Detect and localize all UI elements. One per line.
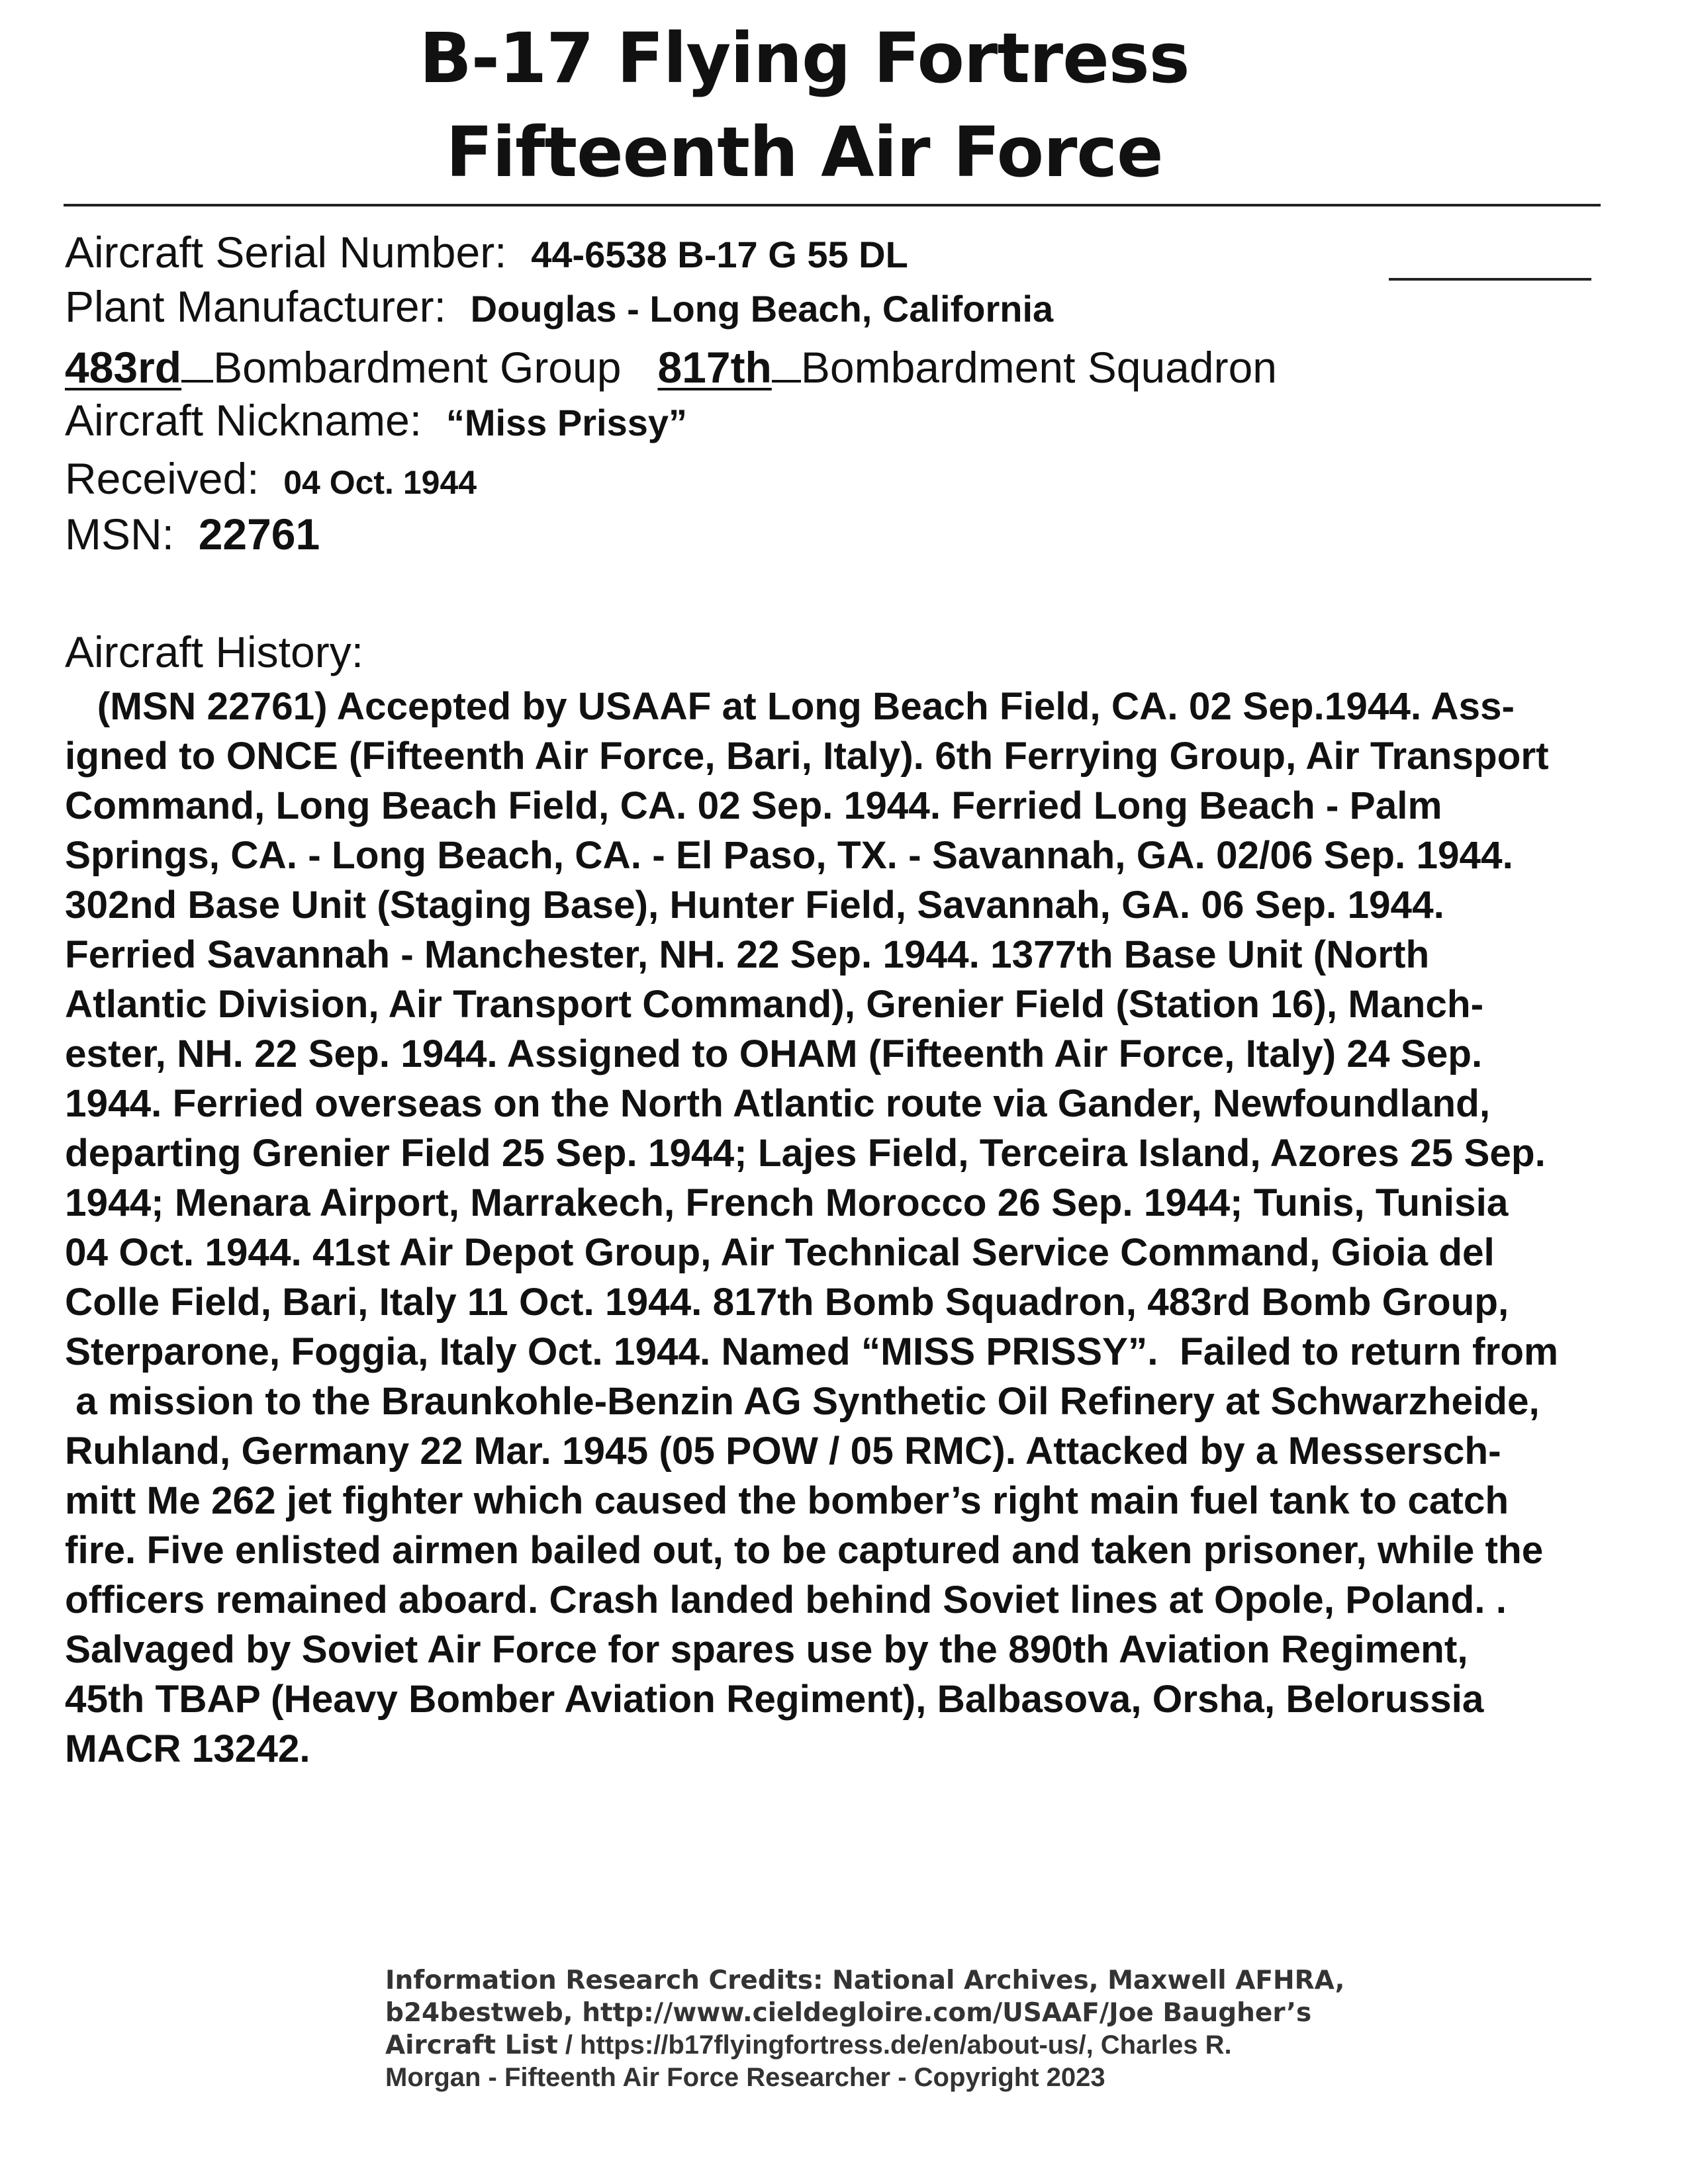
history-line: a mission to the Braunkohle-Benzin AG Synthetic Oil Refinery at Schwarzheide,: [65, 1380, 1540, 1423]
nickname-value: “Miss Prissy”: [445, 402, 688, 443]
serial-number-value: 44-6538 B-17 G 55 DL: [531, 234, 908, 275]
squadron-label: Bombardment Squadron: [800, 343, 1277, 392]
history-line: Sterparone, Foggia, Italy Oct. 1944. Named “MISS PRISSY”. Failed to return from: [65, 1330, 1559, 1373]
history-line: ester, NH. 22 Sep. 1944. Assigned to OHAM (Fifteenth Air Force, Italy) 24 Sep.: [65, 1032, 1483, 1075]
group-number: 483rd: [65, 343, 182, 392]
serial-number-label: Aircraft Serial Number:: [65, 228, 507, 277]
history-line: 1944. Ferried overseas on the North Atlantic route via Gander, Newfoundland,: [65, 1082, 1491, 1125]
squadron-number: 817th: [657, 343, 772, 392]
blank-entry-line: [1389, 278, 1591, 281]
received-value: 04 Oct. 1944: [283, 464, 477, 501]
credits-line: Morgan - Fifteenth Air Force Researcher - Copyright 2023: [385, 2063, 1105, 2092]
received-label: Received:: [65, 454, 259, 503]
squadron-underline: [772, 341, 801, 383]
history-line: Ferried Savannah - Manchester, NH. 22 Sep. 1944. 1377th Base Unit (North: [65, 933, 1430, 976]
history-line: Ruhland, Germany 22 Mar. 1945 (05 POW / 05 RMC). Attacked by a Messersch-: [65, 1430, 1501, 1473]
nickname-row: [65, 396, 688, 445]
msn-label: MSN:: [65, 510, 174, 559]
history-heading: Aircraft History:: [65, 627, 364, 676]
history-line: Salvaged by Soviet Air Force for spares use by the 890th Aviation Regiment,: [65, 1628, 1468, 1671]
manufacturer-label: Plant Manufacturer:: [65, 282, 446, 331]
unit-row: [65, 341, 1277, 392]
history-line: igned to ONCE (Fifteenth Air Force, Bari, Italy). 6th Ferrying Group, Air Transport: [65, 735, 1549, 778]
received-row: [65, 454, 477, 503]
history-line: MACR 13242.: [65, 1727, 310, 1770]
manufacturer-value: Douglas - Long Beach, California: [470, 288, 1054, 330]
credits-line: Information Research Credits: National Archives, Maxwell AFHRA,: [385, 1966, 1345, 1995]
history-text: [65, 682, 1680, 1774]
history-line: Atlantic Division, Air Transport Command), Grenier Field (Station 16), Manch-: [65, 983, 1484, 1026]
serial-number-row: [65, 228, 908, 277]
group-underline: [181, 341, 213, 383]
title-divider: [64, 204, 1601, 206]
nickname-label: Aircraft Nickname:: [65, 396, 422, 445]
credits-fragment: / https://b17flyingfortress.de/en/about-us/, Charles R.: [557, 2030, 1232, 2060]
manufacturer-row: [65, 282, 1054, 331]
history-line: departing Grenier Field 25 Sep. 1944; Lajes Field, Terceira Island, Azores 25 Sep.: [65, 1132, 1546, 1175]
history-line: Springs, CA. - Long Beach, CA. - El Paso, TX. - Savannah, GA. 02/06 Sep. 1944.: [65, 834, 1513, 877]
history-line: Colle Field, Bari, Italy 11 Oct. 1944. 817th Bomb Squadron, 483rd Bomb Group,: [65, 1281, 1509, 1324]
history-line: mitt Me 262 jet fighter which caused the bomber’s right main fuel tank to catch: [65, 1479, 1509, 1522]
credits-fragment: Aircraft List: [385, 2030, 558, 2060]
history-line: (MSN 22761) Accepted by USAAF at Long Beach Field, CA. 02 Sep.1944. Ass-: [65, 685, 1515, 728]
research-credits: [385, 1964, 1378, 2094]
msn-row: [65, 510, 320, 559]
msn-value: 22761: [198, 510, 320, 559]
group-label: Bombardment Group: [213, 343, 622, 392]
page-title-line-1: B-17 Flying Fortress: [419, 18, 1190, 99]
history-line: 45th TBAP (Heavy Bomber Aviation Regiment), Balbasova, Orsha, Belorussia: [65, 1678, 1484, 1721]
history-line: 1944; Menara Airport, Marrakech, French Morocco 26 Sep. 1944; Tunis, Tunisia: [65, 1181, 1509, 1224]
history-line: 04 Oct. 1944. 41st Air Depot Group, Air Technical Service Command, Gioia del: [65, 1231, 1495, 1274]
credits-line: b24bestweb, http://www.cieldegloire.com/USAAF/Joe Baugher’s: [385, 1998, 1312, 2028]
history-line: fire. Five enlisted airmen bailed out, to be captured and taken prisoner, while the: [65, 1529, 1544, 1572]
history-line: Command, Long Beach Field, CA. 02 Sep. 1944. Ferried Long Beach - Palm: [65, 784, 1442, 827]
credits-line: [385, 2029, 1378, 2062]
history-line: officers remained aboard. Crash landed behind Soviet lines at Opole, Poland. .: [65, 1578, 1507, 1621]
page-title-line-2: Fifteenth Air Force: [445, 112, 1163, 193]
history-line: 302nd Base Unit (Staging Base), Hunter Field, Savannah, GA. 06 Sep. 1944.: [65, 884, 1444, 927]
